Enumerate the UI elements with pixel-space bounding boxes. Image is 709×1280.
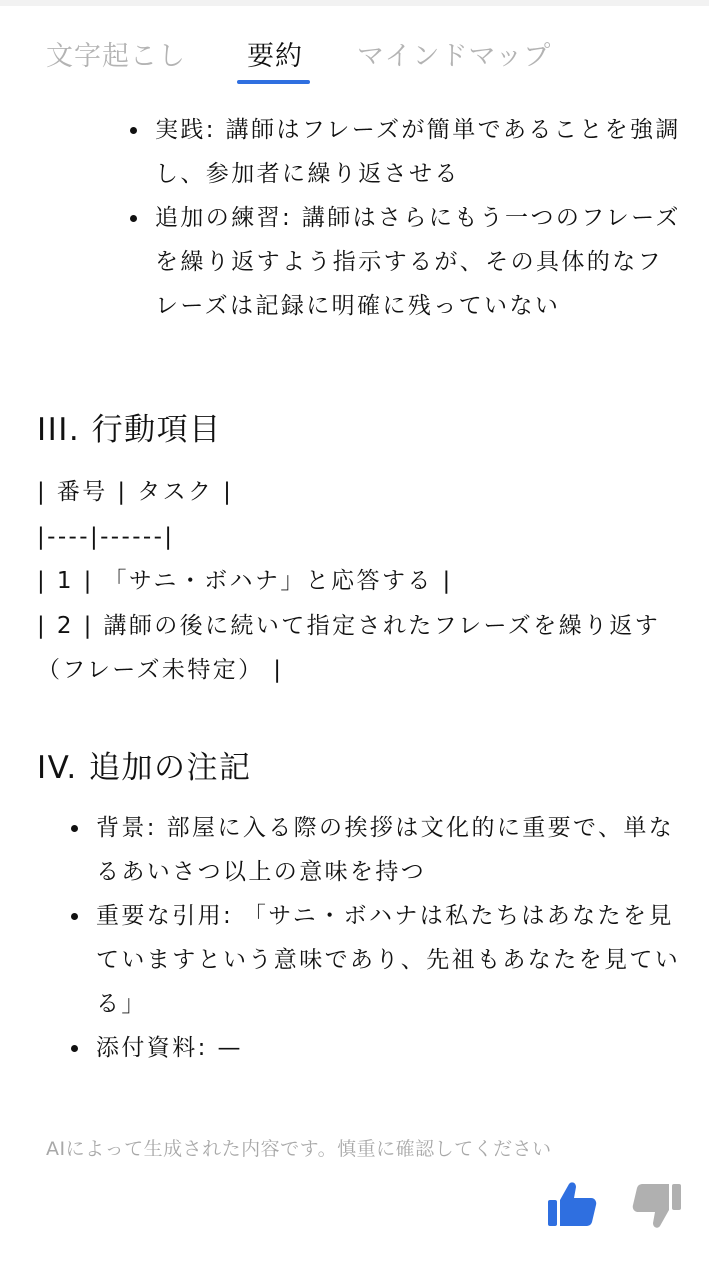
list-item: 重要な引用: 「サニ・ボハナは私たちはあなたを見ていますという意味であり、先祖もあなたを見ている」 (96, 894, 686, 1026)
thumbs-down-icon[interactable] (630, 1178, 684, 1232)
section-heading-additional-notes: IV. 追加の注記 (37, 750, 252, 786)
tab-bar (0, 30, 709, 90)
tab-transcript[interactable]: 文字起こし (46, 41, 186, 72)
table-row: | 2 | 講師の後に続いて指定されたフレーズを繰り返す（フレーズ未特定） | (37, 612, 661, 683)
tab-summary[interactable]: 要約 (247, 41, 303, 72)
list-item: 実践: 講師はフレーズが簡単であることを強調し、参加者に繰り返させる (155, 108, 685, 196)
action-items-table (37, 470, 687, 693)
list-item: 追加の練習: 講師はさらにもう一つのフレーズを繰り返すよう指示するが、その具体的なフレーズは記録に明確に残っていない (155, 196, 685, 328)
notes-list (96, 806, 686, 1070)
list-item: 背景: 部屋に入る際の挨拶は文化的に重要で、単なるあいさつ以上の意味を持つ (96, 806, 686, 894)
section-heading-action-items: III. 行動項目 (37, 412, 222, 448)
table-row: | 1 | 「サニ・ボハナ」と応答する | (37, 568, 453, 594)
practice-list (155, 108, 685, 328)
status-bar (0, 0, 709, 6)
ai-disclaimer: AIによって生成された内容です。慎重に確認してください (46, 1138, 552, 1160)
tab-mindmap[interactable]: マインドマップ (357, 41, 552, 72)
table-row: |----|------| (37, 523, 175, 550)
list-item: 添付資料: — (96, 1026, 686, 1070)
thumbs-up-icon[interactable] (545, 1178, 599, 1232)
table-row: | 番号 | タスク | (37, 479, 234, 505)
active-tab-indicator (237, 80, 310, 84)
